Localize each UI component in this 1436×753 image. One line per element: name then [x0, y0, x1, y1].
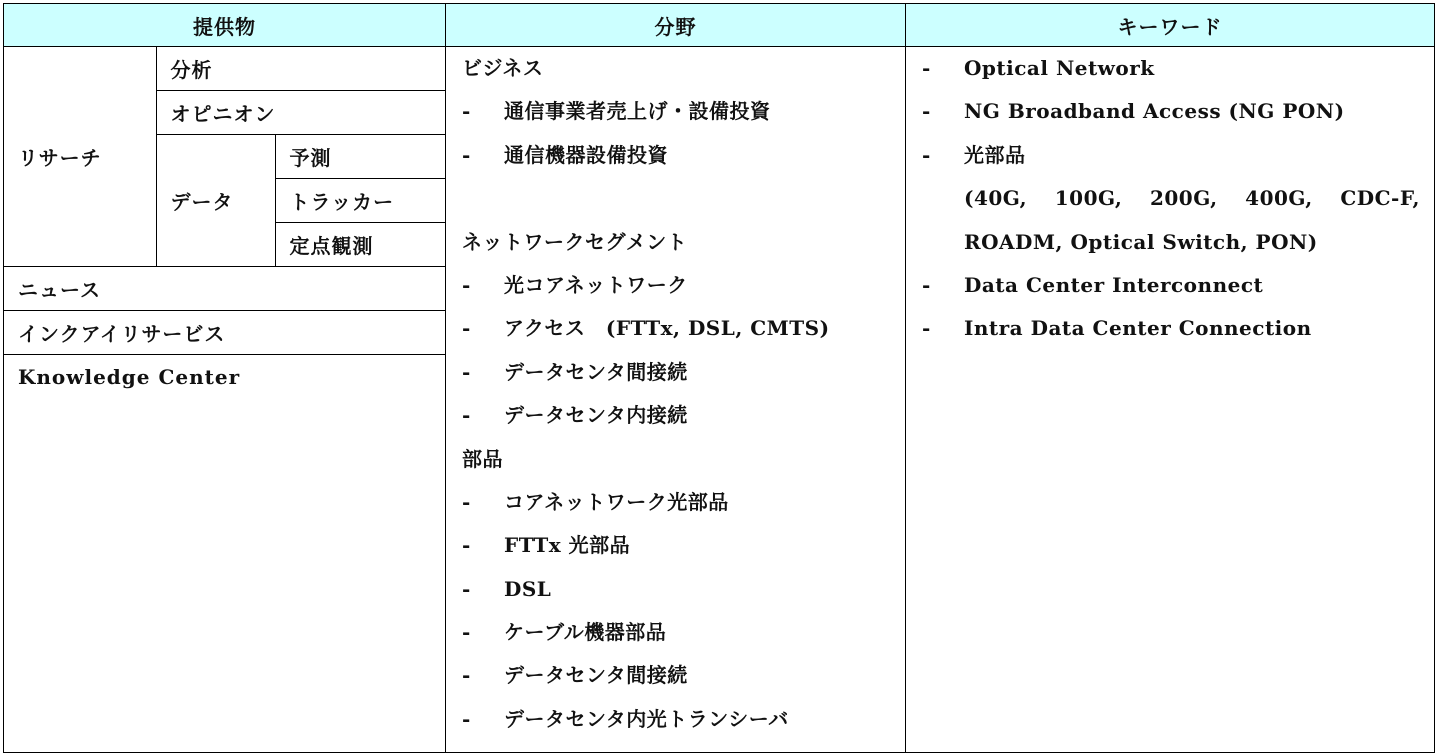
list-item	[922, 142, 1434, 188]
dash: -	[462, 663, 471, 688]
parts-heading: 部品	[462, 446, 503, 471]
offering-opinion: オピニオン	[156, 91, 446, 135]
keyword-item-3: 光部品	[964, 142, 1026, 167]
offering-news: ニュース	[4, 267, 446, 311]
dash: -	[922, 99, 931, 124]
list-item	[462, 272, 905, 318]
list-item	[462, 622, 905, 665]
offerings-nested-table	[4, 47, 446, 389]
offerings-table-page	[3, 3, 1434, 742]
dash: -	[462, 99, 471, 124]
keyword-detail-part: 400G,	[1245, 186, 1313, 211]
offering-inquiry: インクアイリサービス	[4, 311, 446, 355]
dash: -	[462, 706, 471, 731]
keyword-detail-part: 100G,	[1054, 186, 1123, 211]
keyword-item-5: Intra Data Center Connection	[964, 316, 1312, 341]
business-item-2: 通信機器設備投資	[504, 142, 668, 167]
offering-forecast: 予測	[275, 135, 446, 179]
list-item	[462, 665, 905, 708]
offerings-table	[3, 3, 1435, 753]
offering-data: データ	[156, 135, 275, 267]
keyword-item-1: Optical Network	[964, 56, 1155, 80]
dash: -	[922, 316, 931, 341]
dash: -	[462, 272, 471, 297]
body-row	[4, 47, 1435, 753]
dash: -	[462, 316, 471, 341]
dash: -	[462, 359, 471, 384]
parts-item-5: データセンタ間接続	[504, 663, 688, 688]
header-offerings: 提供物	[4, 4, 446, 47]
header-row	[4, 4, 1435, 47]
list-item	[462, 359, 905, 405]
list-item	[462, 405, 905, 448]
parts-item-6: データセンタ内光トランシーバ	[504, 706, 789, 731]
parts-item-1: コアネットワーク光部品	[504, 489, 729, 514]
keyword-detail-part: (40G,	[964, 186, 1028, 211]
dash: -	[922, 272, 931, 297]
offerings-cell	[4, 47, 446, 753]
keyword-item-3-detail	[922, 188, 1434, 231]
segment-heading: ネットワークセグメント	[462, 229, 688, 254]
parts-item-4: ケーブル機器部品	[504, 620, 667, 645]
list-item	[922, 58, 1434, 101]
list-item	[462, 576, 905, 622]
dash: -	[462, 576, 471, 601]
offering-knowledge-center: Knowledge Center	[4, 355, 446, 390]
dash: -	[462, 533, 471, 558]
keyword-item-4: Data Center Interconnect	[964, 272, 1264, 297]
business-item-1: 通信事業者売上げ・設備投資	[504, 99, 771, 124]
segment-item-3: データセンタ間接続	[504, 359, 688, 384]
list-item	[462, 535, 905, 578]
list-item	[462, 142, 905, 188]
keyword-item-3-detail-cont: ROADM, Optical Switch, PON)	[964, 229, 1318, 254]
offering-tracker: トラッカー	[275, 179, 446, 223]
list-item	[922, 318, 1434, 361]
list-item	[462, 101, 905, 144]
header-fields: 分野	[446, 4, 906, 47]
keywords-list	[906, 47, 1434, 362]
keyword-detail-part: CDC-F,	[1340, 186, 1420, 211]
list-item	[462, 318, 905, 361]
fields-cell	[446, 47, 906, 753]
segment-item-1: 光コアネットワーク	[504, 272, 688, 297]
spacer	[462, 188, 905, 231]
dash: -	[462, 489, 471, 514]
parts-item-3: DSL	[504, 576, 552, 601]
offering-research: リサーチ	[4, 47, 156, 267]
dash: -	[462, 142, 471, 167]
dash: -	[922, 142, 931, 167]
list-item	[462, 706, 905, 752]
keywords-cell	[906, 47, 1435, 753]
header-keywords: キーワード	[906, 4, 1435, 47]
offering-fixed-point: 定点観測	[275, 223, 446, 267]
dash: -	[462, 403, 471, 428]
keyword-item-2: NG Broadband Access (NG PON)	[964, 99, 1345, 124]
list-item	[462, 489, 905, 535]
list-item	[922, 272, 1434, 318]
parts-item-2: FTTx 光部品	[504, 533, 631, 558]
dash: -	[922, 56, 931, 80]
keyword-detail-part: 200G,	[1149, 186, 1218, 211]
business-heading: ビジネス	[462, 56, 544, 80]
segment-item-2: アクセス (FTTx, DSL, CMTS)	[504, 316, 830, 341]
offering-analysis: 分析	[156, 47, 446, 91]
list-item	[922, 101, 1434, 144]
segment-item-4: データセンタ内接続	[504, 403, 688, 428]
dash: -	[462, 620, 471, 645]
fields-list	[446, 47, 905, 752]
